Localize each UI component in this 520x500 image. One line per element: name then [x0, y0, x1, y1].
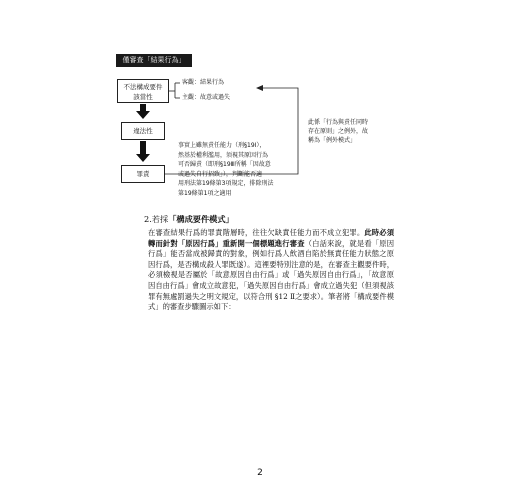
culpability-note — [178, 141, 296, 198]
paragraph-bold-sentence: 此時必須轉而針對「原因行爲」重新開一個標題進行審查 — [148, 228, 395, 248]
note-line: 可否歸責（即刑§19Ⅲ所稱「因故意 — [178, 161, 271, 168]
heading-bold: 「構成要件模式」 — [168, 214, 234, 224]
left-arrow-icon — [256, 85, 263, 91]
objective-label: 客觀：結果行為 — [182, 79, 225, 86]
paragraph-sentence-1: 在審查結果行爲的罪責階層時，往往欠缺責任能力而不成立犯罪。 — [148, 228, 365, 237]
note-line: 或過失自行招致」），判斷能否適 — [178, 170, 263, 178]
constituent-line-1: 不法構成要件 — [123, 83, 163, 91]
exception-line: 稱為「例外模式」 — [308, 137, 357, 144]
down-arrow-icon — [136, 111, 150, 119]
exception-note — [308, 118, 390, 145]
illegality-box: 違法性 — [121, 122, 165, 140]
page-number: 2 — [257, 468, 263, 478]
body-paragraph — [148, 228, 394, 313]
constituent-line-2: 該當性 — [133, 93, 153, 101]
heading-prefix: 2.若採 — [144, 214, 169, 224]
note-line: 第19條第1項之適用 — [178, 189, 232, 197]
paragraph-rest: （白話來說，就是看「原因行爲」能否當成被歸責的對象，例如行爲人飲酒自陷於無責任能力狀態之原因行爲，是否構成殺人罪既遂）。這裡要特別注意的是，在審查主觀要件時，必須檢視是否屬於「故意原因自由行爲」或「過失原因自由行爲」，「故意原因自由行爲」會成立故意犯，「過失原因自由行爲」會成立過失犯（但須視該罪有無處罰過失之明文規定，以符合刑 §12 Ⅱ之要求）。筆者將「構成要件模式」的審查步驟圖示如下： — [148, 238, 395, 312]
culpability-box: 罪責 — [121, 165, 165, 183]
exception-line: 此係「行為與責任同時 — [308, 119, 369, 126]
section-heading — [144, 214, 234, 225]
note-line: 用刑法第19條第3項規定，排除刑法 — [178, 180, 274, 187]
diagram-title-tag: 僅審查「結果行為」 — [116, 54, 192, 67]
note-line: 然基於權利濫用，須視其原因行為 — [178, 151, 269, 159]
subjective-label: 主觀：故意或過失 — [182, 94, 231, 101]
exception-line: 存在原則」之例外，故 — [308, 128, 369, 135]
note-line: 事實上雖無責任能力（刑§19Ⅰ）， — [178, 142, 266, 149]
down-arrow-icon — [136, 154, 150, 162]
